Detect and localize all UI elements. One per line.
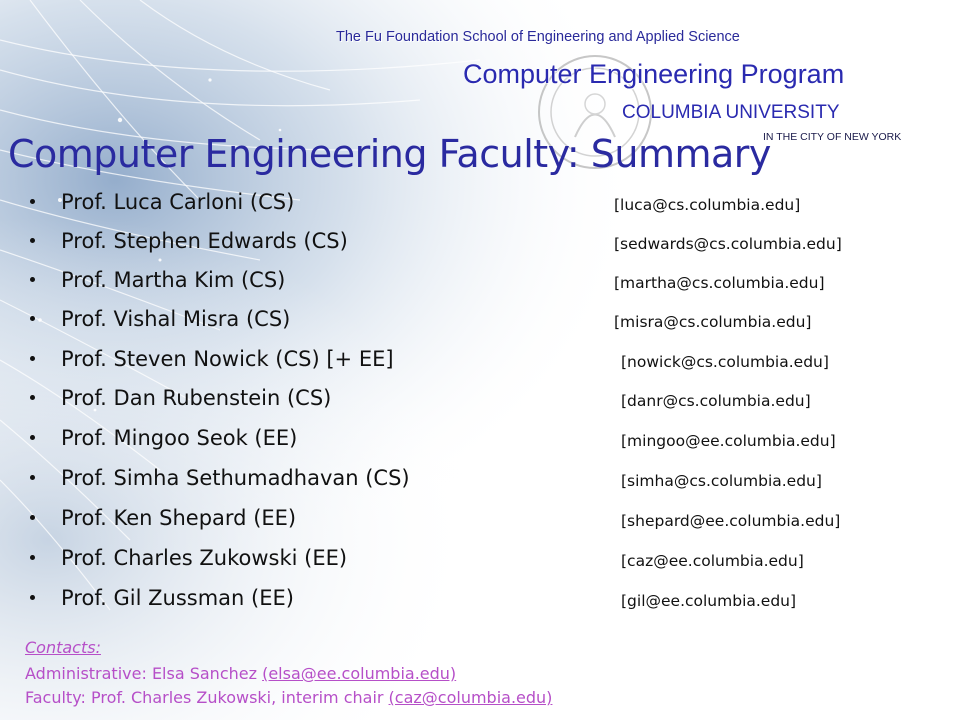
- bullet-icon: [30, 555, 35, 560]
- faculty-email: [martha@cs.columbia.edu]: [614, 274, 825, 292]
- faculty-name: Prof. Luca Carloni (CS): [61, 190, 295, 214]
- faculty-item: [0, 506, 960, 536]
- faculty-item: [0, 426, 960, 456]
- bullet-icon: [30, 595, 35, 600]
- bullet-icon: [30, 356, 35, 361]
- faculty-item: [0, 268, 960, 298]
- bullet-icon: [30, 515, 35, 520]
- faculty-name: Prof. Dan Rubenstein (CS): [61, 386, 332, 410]
- school-name: The Fu Foundation School of Engineering and Applied Science: [336, 29, 740, 45]
- faculty-email: [caz@ee.columbia.edu]: [621, 552, 804, 570]
- bullet-icon: [30, 316, 35, 321]
- faculty-item: [0, 586, 960, 616]
- faculty-item: [0, 190, 960, 220]
- faculty-name: Prof. Gil Zussman (EE): [61, 586, 294, 610]
- admin-contact: [25, 664, 456, 683]
- faculty-email: [luca@cs.columbia.edu]: [614, 196, 801, 214]
- admin-email-link[interactable]: (elsa@ee.columbia.edu): [262, 664, 457, 683]
- bullet-icon: [30, 435, 35, 440]
- bullet-icon: [30, 199, 35, 204]
- faculty-email: [nowick@cs.columbia.edu]: [621, 353, 829, 371]
- slide-title: Computer Engineering Faculty: Summary: [8, 132, 771, 176]
- faculty-name: Prof. Ken Shepard (EE): [61, 506, 297, 530]
- university-name: COLUMBIA UNIVERSITY: [622, 102, 840, 123]
- faculty-name: Prof. Martha Kim (CS): [61, 268, 286, 292]
- faculty-name: Prof. Steven Nowick (CS) [+ EE]: [61, 347, 394, 371]
- faculty-item: [0, 347, 960, 377]
- faculty-contact: [25, 688, 552, 707]
- faculty-email: [danr@cs.columbia.edu]: [621, 392, 811, 410]
- university-city: IN THE CITY OF NEW YORK: [763, 131, 902, 143]
- faculty-item: [0, 466, 960, 496]
- faculty-email: [mingoo@ee.columbia.edu]: [621, 432, 836, 450]
- program-title: Computer Engineering Program: [463, 59, 845, 89]
- faculty-name: Prof. Mingoo Seok (EE): [61, 426, 298, 450]
- faculty-item: [0, 229, 960, 259]
- faculty-email: [shepard@ee.columbia.edu]: [621, 512, 841, 530]
- bullet-icon: [30, 395, 35, 400]
- faculty-item: [0, 546, 960, 576]
- bullet-icon: [30, 475, 35, 480]
- faculty-item: [0, 386, 960, 416]
- faculty-email: [sedwards@cs.columbia.edu]: [614, 235, 842, 253]
- faculty-email-link[interactable]: (caz@columbia.edu): [388, 688, 553, 707]
- faculty-email: [gil@ee.columbia.edu]: [621, 592, 797, 610]
- faculty-name: Prof. Vishal Misra (CS): [61, 307, 291, 331]
- faculty-email: [misra@cs.columbia.edu]: [614, 313, 812, 331]
- faculty-name: Prof. Simha Sethumadhavan (CS): [61, 466, 410, 490]
- contacts-heading: Contacts:: [25, 638, 101, 657]
- faculty-email: [simha@cs.columbia.edu]: [621, 472, 822, 490]
- faculty-contact-text: Faculty: Prof. Charles Zukowski, interim chair: [25, 688, 389, 707]
- bullet-icon: [30, 238, 35, 243]
- faculty-item: [0, 307, 960, 337]
- bullet-icon: [30, 277, 35, 282]
- admin-contact-text: Administrative: Elsa Sanchez: [25, 664, 263, 683]
- faculty-name: Prof. Charles Zukowski (EE): [61, 546, 348, 570]
- faculty-name: Prof. Stephen Edwards (CS): [61, 229, 348, 253]
